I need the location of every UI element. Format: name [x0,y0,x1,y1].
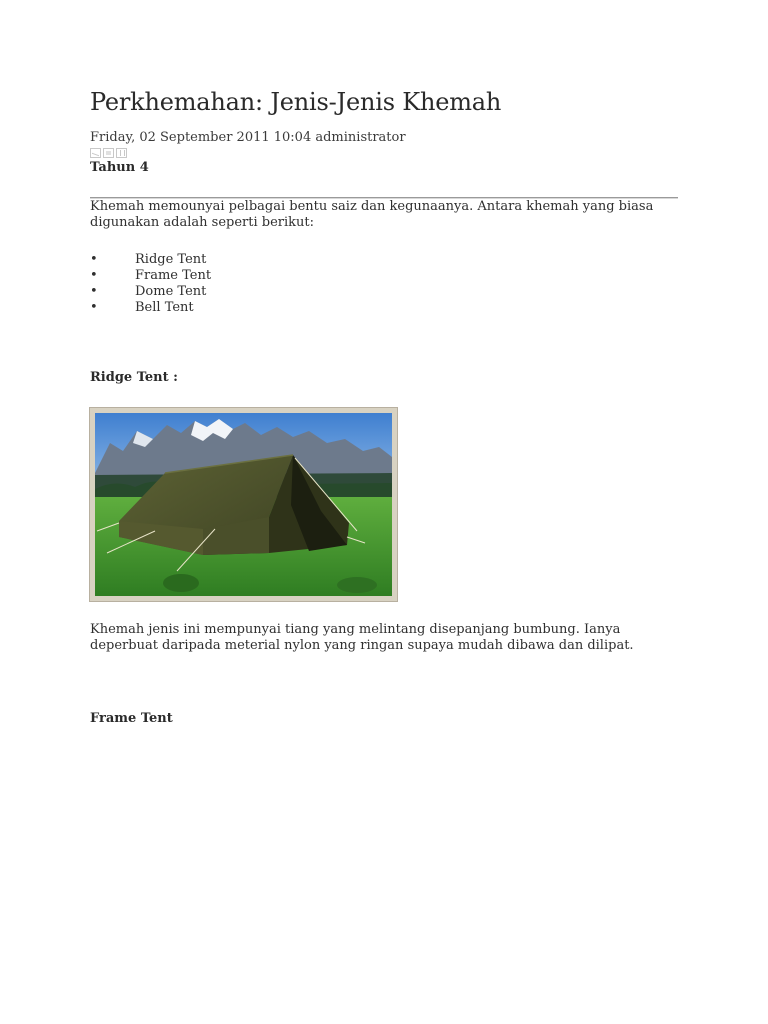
bullet: • [90,252,98,267]
bullet: • [90,300,98,315]
list-item-label: Frame Tent [135,268,212,283]
list-item [90,300,211,316]
list-item-label: Ridge Tent [135,252,207,267]
list-item [90,252,211,268]
list-item [90,268,211,284]
ridge-tent-heading: Ridge Tent : [90,370,178,385]
article-subhead: Tahun 4 [90,160,149,175]
bullet: • [90,284,98,299]
tent-type-list [90,252,211,316]
page-title: Perkhemahan: Jenis-Jenis Khemah [90,88,502,116]
print-icon[interactable] [103,148,114,158]
list-item-label: Dome Tent [135,284,207,299]
list-item-label: Bell Tent [135,300,194,315]
mail-icon[interactable] [90,148,101,158]
frame-tent-heading: Frame Tent [90,711,173,726]
ridge-tent-photo [90,408,397,601]
bullet: • [90,268,98,283]
intro-paragraph: Khemah memounyai pelbagai bentu saiz dan kegunaanya. Antara khemah yang biasa digunakan adalah seperti berikut: [90,199,654,230]
ridge-tent-description: Khemah jenis ini mempunyai tiang yang melintang disepanjang bumbung. Ianya deperbuat daripada meterial nylon yang ringan supaya mudah dibawa dan dilipat. [90,622,634,653]
article-meta: Friday, 02 September 2011 10:04 administrator [90,130,406,145]
article-actions [90,148,127,158]
tent-illustration [95,413,392,596]
list-item [90,284,211,300]
pdf-icon[interactable] [116,148,127,158]
